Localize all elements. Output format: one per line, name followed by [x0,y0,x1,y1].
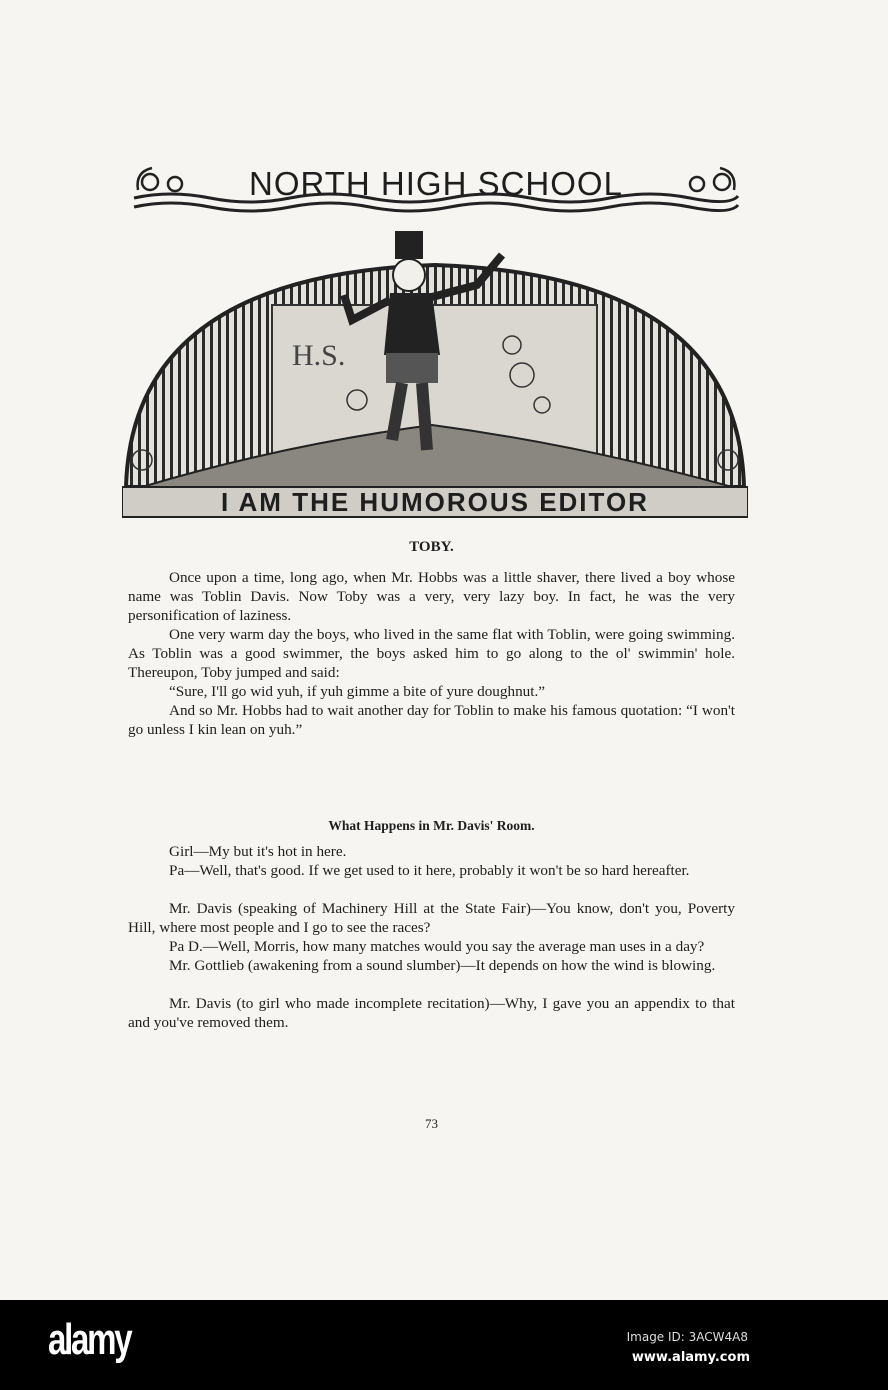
paragraph: “Sure, I'll go wid yuh, if yuh gimme a bite of yure doughnut.” [169,683,546,700]
watermark-bar [0,1300,888,1390]
paragraph: Mr. Davis (speaking of Machinery Hill at the State Fair)—You know, don't you, Poverty Hill, where most people and I go to see the races? [128,900,735,936]
davis-room-heading: What Happens in Mr. Davis' Room. [328,818,535,833]
toby-heading: TOBY. [409,539,454,555]
banner-title: NORTH HIGH SCHOOL [249,165,623,202]
davis-room-jokes [128,842,735,1032]
paragraph: Mr. Gottlieb (awakening from a sound slumber)—It depends on how the wind is blowing. [169,957,716,974]
image-id: Image ID: 3ACW4A8 [626,1330,748,1344]
paragraph: And so Mr. Hobbs had to wait another day for Toblin to make his famous quotation: “I won't go unless I kin lean on yuh.” [128,702,735,738]
paragraph: One very warm day the boys, who lived in the same flat with Toblin, were going swimming. As Toblin was a good swimmer, the boys asked him to go along to the ol' swimmin' hole. Thereupon, Toby jumped and said: [128,626,735,681]
paragraph: Mr. Davis (to girl who made incomplete recitation)—Why, I gave you an appendix to that and you've removed them. [128,995,735,1031]
monogram: H.S. [292,339,346,372]
paragraph: Pa D.—Well, Morris, how many matches would you say the average man uses in a day? [169,938,705,955]
illustration-caption: I AM THE HUMOROUS EDITOR [221,487,649,517]
north-high-school-banner [130,160,742,216]
site-url: www.alamy.com [631,1350,750,1365]
paragraph: Once upon a time, long ago, when Mr. Hobbs was a little shaver, there lived a boy whose name was Toblin Davis. Now Toby was a very, very lazy boy. In fact, he was the very personification of laziness. [128,569,735,624]
paragraph: Pa—Well, that's good. If we get used to it here, probably it won't be so hard hereafter. [169,862,690,879]
alamy-logo: alamy [48,1315,131,1364]
paragraph: Girl—My but it's hot in here. [169,843,347,860]
toby-story [128,568,735,739]
humorous-editor-illustration [122,225,748,520]
page-number: 73 [425,1116,438,1131]
